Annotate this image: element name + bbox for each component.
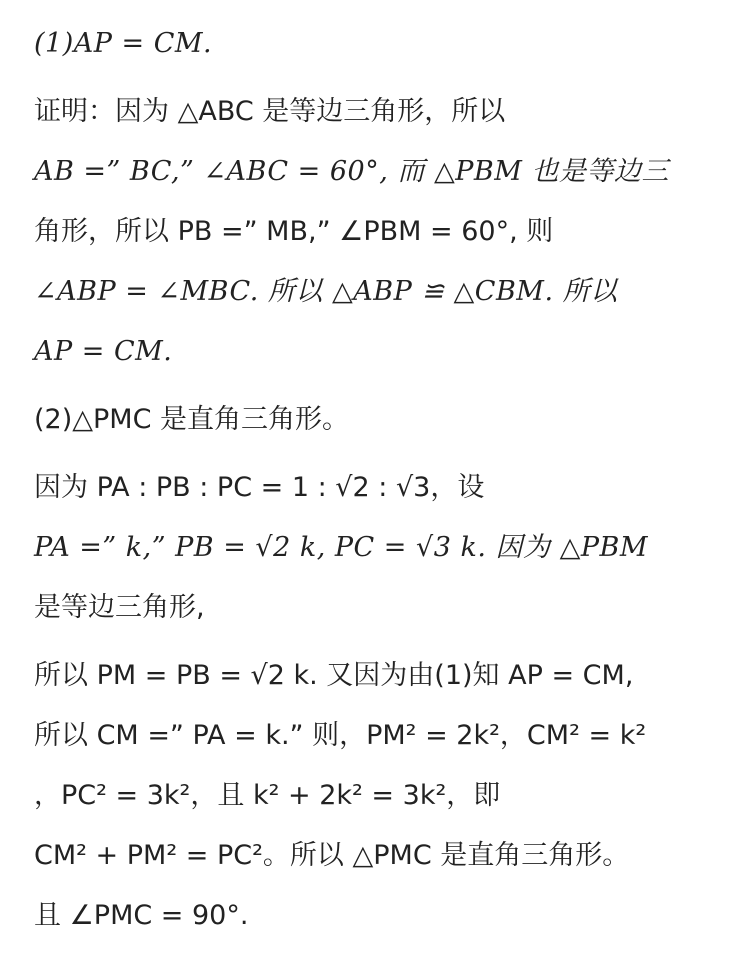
solution-line-11: 所以 PM = PB = √2 k. 又因为由(1)知 AP = CM, <box>34 660 634 691</box>
solution-line-4: 角形，所以 PB =” MB,” ∠PBM = 60°, 则 <box>34 216 554 247</box>
solution-line-9: PA =” k,” PB = √2 k, PC = √3 k. 因为 △PBM <box>34 532 649 563</box>
solution-line-3: AB =” BC,” ∠ABC = 60°, 而 △PBM 也是等边三 <box>34 156 669 187</box>
solution-line-2: 证明：因为 △ABC 是等边三角形，所以 <box>34 96 506 127</box>
solution-line-8: 因为 PA : PB : PC = 1 : √2 : √3，设 <box>34 472 485 503</box>
solution-line-6: AP = CM. <box>34 336 173 367</box>
solution-line-13: ，PC² = 3k²，且 k² + 2k² = 3k²，即 <box>34 780 501 811</box>
solution-line-10: 是等边三角形, <box>34 592 205 623</box>
solution-line-1: (1)AP = CM. <box>34 28 213 59</box>
solution-line-15: 且 ∠PMC = 90°. <box>34 900 249 931</box>
solution-line-12: 所以 CM =” PA = k.” 则，PM² = 2k²，CM² = k² <box>34 720 647 751</box>
solution-line-5: ∠ABP = ∠MBC. 所以 △ABP ≌ △CBM. 所以 <box>34 276 618 307</box>
solution-line-14: CM² + PM² = PC²。所以 △PMC 是直角三角形。 <box>34 840 630 871</box>
solution-line-7: (2)△PMC 是直角三角形。 <box>34 404 350 435</box>
